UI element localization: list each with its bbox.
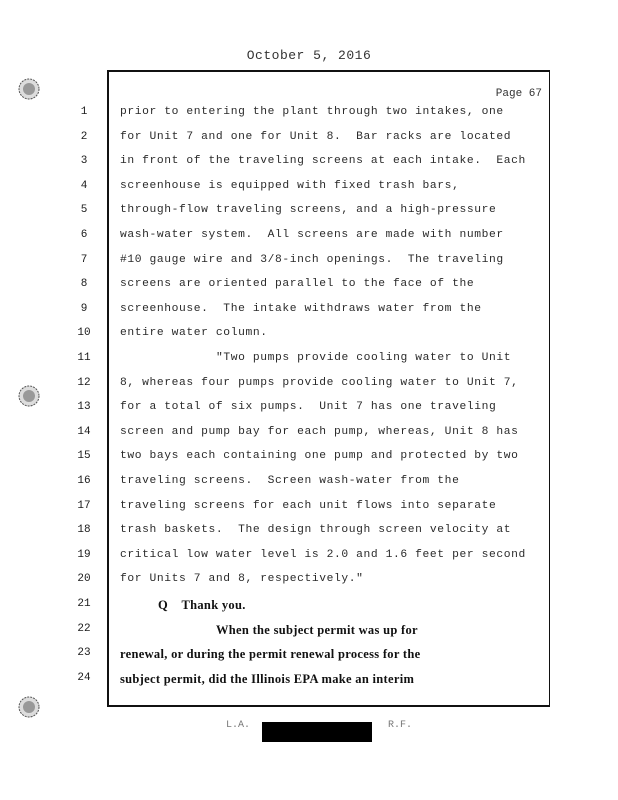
line-text: through-flow traveling screens, and a high-pressure <box>120 204 497 217</box>
line-number: 9 <box>80 302 88 315</box>
punch-hole-icon <box>16 694 42 720</box>
line-text: screens are oriented parallel to the face of the <box>120 278 475 291</box>
transcript-line <box>0 549 618 571</box>
transcript-line <box>0 647 618 669</box>
redaction-bar <box>262 722 372 742</box>
line-number: 21 <box>77 598 91 610</box>
transcript-line <box>0 327 618 349</box>
transcript-line <box>0 377 618 399</box>
line-text: traveling screens. Screen wash-water from the <box>120 475 460 487</box>
line-text: traveling screens for each unit flows into separate <box>120 499 497 512</box>
line-text: screen and pump bay for each pump, whereas, Unit 8 has <box>120 425 519 438</box>
line-text: for Units 7 and 8, respectively." <box>120 573 364 586</box>
line-text: screenhouse. The intake withdraws water from the <box>120 302 482 315</box>
line-text: Q Thank you. <box>158 598 246 612</box>
page-number: Page 67 <box>495 88 542 100</box>
transcript-line <box>0 254 618 276</box>
line-text: trash baskets. The design through screen velocity at <box>120 524 512 537</box>
line-number: 2 <box>80 130 88 143</box>
line-number: 14 <box>77 425 91 438</box>
line-number: 3 <box>80 155 88 168</box>
line-number: 5 <box>80 204 88 217</box>
transcript-line <box>0 500 618 522</box>
transcript-line <box>0 155 618 177</box>
transcript-line <box>0 204 618 226</box>
line-text: wash-water system. All screens are made with number <box>120 229 504 241</box>
line-text: two bays each containing one pump and protected by two <box>120 450 519 463</box>
line-number: 16 <box>77 475 91 487</box>
line-number: 6 <box>80 229 88 241</box>
transcript-line <box>0 352 618 374</box>
line-number: 19 <box>77 548 91 561</box>
transcript-line <box>0 303 618 325</box>
punch-hole-icon <box>16 76 42 102</box>
document-date: October 5, 2016 <box>246 48 372 63</box>
line-text: entire water column. <box>120 327 268 340</box>
line-number: 18 <box>77 524 91 537</box>
line-number: 4 <box>80 179 88 192</box>
line-text: in front of the traveling screens at each intake. Each <box>120 155 526 168</box>
transcript-line <box>0 180 618 202</box>
line-number: 13 <box>77 401 91 414</box>
transcript-line <box>0 426 618 448</box>
line-number: 20 <box>77 573 91 586</box>
footer-left-initials: L.A. <box>226 720 251 731</box>
line-number: 24 <box>77 671 91 684</box>
transcript-line <box>0 598 618 620</box>
line-text: When the subject permit was up for <box>216 622 418 637</box>
transcript-line <box>0 278 618 300</box>
transcript-line <box>0 131 618 153</box>
line-text: screenhouse is equipped with fixed trash bars, <box>120 179 460 192</box>
line-text: for a total of six pumps. Unit 7 has one traveling <box>120 401 497 414</box>
line-text: 8, whereas four pumps provide cooling water to Unit 7, <box>120 376 519 389</box>
line-number: 7 <box>80 253 88 266</box>
line-text: prior to entering the plant through two intakes, one <box>120 106 504 118</box>
transcript-line <box>0 475 618 497</box>
line-text: renewal, or during the permit renewal process for the <box>120 647 421 662</box>
line-text: subject permit, did the Illinois EPA make an interim <box>120 671 415 686</box>
line-text: for Unit 7 and one for Unit 8. Bar racks are located <box>120 130 512 143</box>
line-number: 22 <box>77 622 91 635</box>
line-text: critical low water level is 2.0 and 1.6 feet per second <box>120 548 526 561</box>
transcript-line <box>0 623 618 645</box>
transcript-line <box>0 229 618 251</box>
line-number: 1 <box>80 106 88 118</box>
footer-right-initials: R.F. <box>388 720 413 731</box>
transcript-line <box>0 524 618 546</box>
line-number: 8 <box>80 278 88 291</box>
line-number: 12 <box>77 376 91 389</box>
line-number: 23 <box>77 647 91 660</box>
line-number: 15 <box>77 450 91 463</box>
line-number: 10 <box>77 327 91 340</box>
transcript-line <box>0 573 618 595</box>
transcript-line <box>0 450 618 472</box>
line-text: #10 gauge wire and 3/8-inch openings. The traveling <box>120 253 504 266</box>
transcript-line <box>0 401 618 423</box>
transcript-line <box>0 106 618 128</box>
line-text: "Two pumps provide cooling water to Unit <box>216 352 512 364</box>
transcript-line <box>0 672 618 694</box>
line-number: 17 <box>77 499 91 512</box>
line-number: 11 <box>77 352 91 364</box>
